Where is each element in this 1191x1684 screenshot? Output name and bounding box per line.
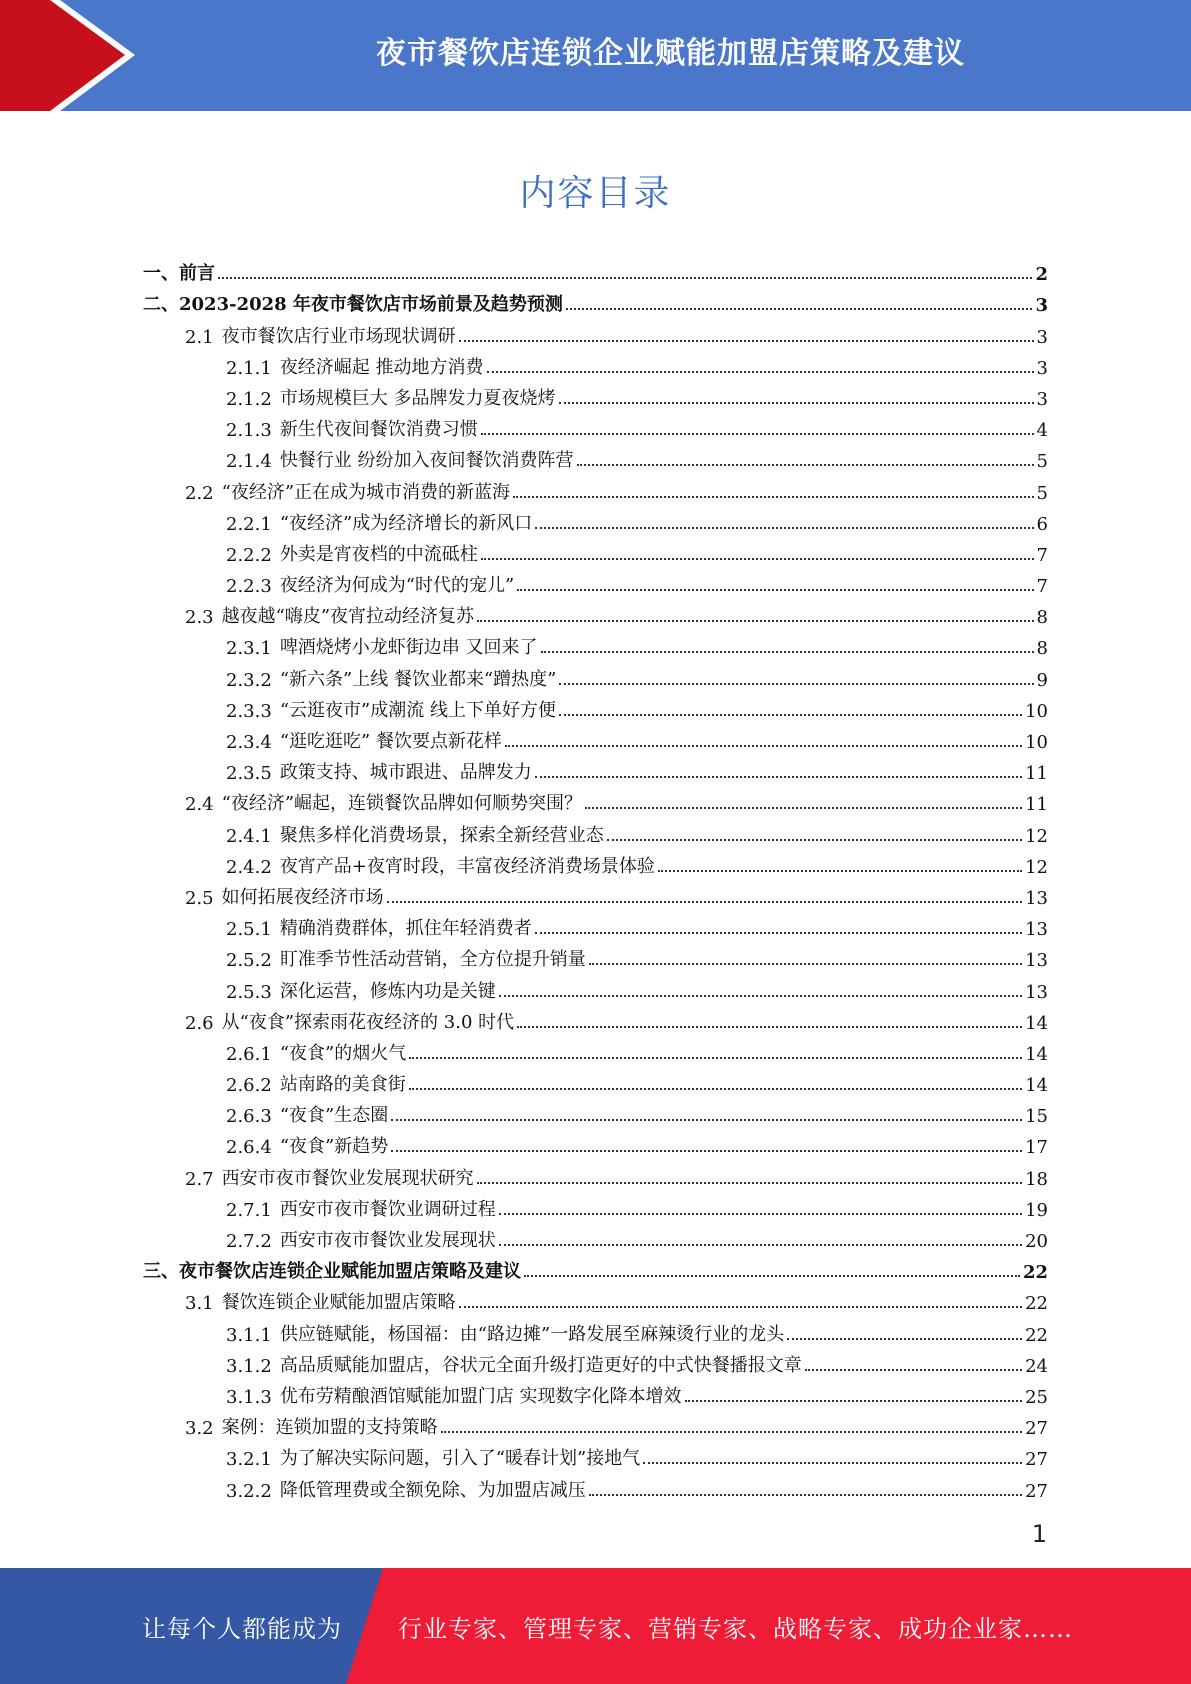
toc-entry[interactable] (143, 1346, 1048, 1377)
toc-entry[interactable] (143, 348, 1048, 379)
toc-entry-number: 2.7 (185, 1168, 214, 1190)
toc-entry[interactable] (143, 1065, 1048, 1096)
toc-entry[interactable] (143, 784, 1048, 815)
toc-entry-page: 14 (1025, 1075, 1048, 1097)
toc-dot-leader (559, 714, 1022, 716)
toc-entry-title: “夜食”生态圈 (279, 1105, 389, 1127)
toc-entry[interactable] (143, 535, 1048, 566)
toc-entry-number: 2.4.2 (226, 856, 272, 878)
toc-entry-number: 2.1.4 (226, 451, 272, 473)
toc-entry-number: 二、 (143, 294, 179, 316)
toc-entry-number: 2.1.2 (226, 388, 272, 410)
toc-dot-leader (589, 1494, 1022, 1496)
toc-entry-number: 2.6.4 (226, 1137, 272, 1159)
toc-entry[interactable] (143, 1252, 1048, 1283)
toc-entry-page: 22 (1025, 1324, 1048, 1346)
toc-entry-page: 2 (1035, 264, 1048, 286)
toc-entry-number: 2.6.3 (226, 1106, 272, 1128)
toc-entry-page: 3 (1036, 357, 1048, 379)
toc-entry-number: 2.3.4 (226, 732, 272, 753)
toc-entry[interactable] (143, 379, 1048, 410)
toc-dot-leader (559, 683, 1033, 685)
toc-entry-number: 2.7.1 (226, 1199, 272, 1221)
toc-entry-page: 5 (1036, 482, 1048, 504)
toc-entry-number: 2.3.2 (226, 669, 272, 691)
toc-entry-page: 8 (1036, 607, 1048, 629)
toc-entry-title: 优布劳精酿酒馆赋能加盟门店 实现数字化降本增效 (279, 1385, 682, 1407)
footer-slogan-right: 行业专家、管理专家、营销专家、战略专家、成功企业家…… (398, 1614, 1073, 1643)
toc-entry-page: 19 (1025, 1199, 1048, 1221)
toc-entry[interactable] (143, 722, 1048, 753)
toc-entry-title: 西安市夜市餐饮业发展现状 (279, 1230, 496, 1251)
toc-entry-number: 2.7.2 (226, 1231, 272, 1252)
toc-entry[interactable] (143, 909, 1048, 940)
toc-entry-title: 2023-2028 年夜市餐饮店市场前景及趋势预测 (179, 294, 563, 316)
toc-entry-page: 22 (1022, 1262, 1048, 1284)
toc-entry-page: 24 (1025, 1355, 1048, 1377)
toc-entry[interactable] (143, 1190, 1048, 1221)
toc-dot-leader (441, 1431, 1022, 1433)
toc-entry-title: 西安市夜市餐饮业调研过程 (279, 1198, 496, 1220)
toc-entry[interactable] (143, 316, 1048, 347)
toc-entry-number: 3.1.1 (226, 1324, 272, 1346)
toc-entry-page: 12 (1025, 825, 1048, 847)
toc-entry-page: 17 (1025, 1137, 1048, 1159)
toc-entry-title: 夜经济为何成为“时代的宠儿” (279, 575, 515, 597)
toc-entry-number: 2.6.1 (226, 1043, 272, 1065)
toc-entry[interactable] (143, 878, 1048, 909)
toc-dot-leader (585, 807, 1022, 809)
toc-entry[interactable] (143, 1314, 1048, 1345)
toc-entry-title: 啤酒烧烤小龙虾街边串 又回来了 (279, 637, 538, 659)
toc-entry-page: 25 (1025, 1386, 1048, 1408)
toc-entry-number: 2.4 (185, 794, 214, 816)
toc-entry-title: 精确消费群体，抓住年轻消费者 (279, 918, 532, 940)
toc-entry-title: 夜经济崛起 推动地方消费 (279, 356, 484, 378)
toc-entry-number: 3.2.2 (226, 1480, 272, 1502)
toc-entry-page: 3 (1035, 295, 1048, 317)
toc-entry[interactable] (143, 285, 1048, 316)
toc-entry[interactable] (143, 597, 1048, 628)
toc-entry-title: 如何拓展夜经济市场 (221, 886, 384, 908)
toc-entry-title: “夜经济”正在成为城市消费的新蓝海 (221, 481, 511, 503)
toc-entry-page: 12 (1025, 856, 1048, 878)
page-footer (0, 1568, 1191, 1684)
toc-entry-number: 2.6.2 (226, 1075, 272, 1097)
header-title: 夜市餐饮店连锁企业赋能加盟店策略及建议 (376, 36, 965, 71)
toc-dot-leader (391, 1150, 1022, 1152)
toc-dot-leader (481, 558, 1034, 560)
toc-entry-page: 11 (1025, 763, 1048, 785)
toc-entry-page: 8 (1036, 638, 1048, 660)
toc-entry[interactable] (143, 940, 1048, 971)
toc-entry-number: 3.2 (185, 1418, 214, 1440)
toc-dot-leader (499, 1213, 1022, 1215)
toc-entry-page: 15 (1025, 1106, 1048, 1128)
toc-entry-title: 供应链赋能，杨国福：由“路边摊”一路发展至麻辣烫行业的龙头 (279, 1323, 785, 1345)
toc-entry-title: 降低管理费或全额免除、为加盟店减压 (279, 1479, 586, 1501)
toc-dot-leader (459, 1306, 1022, 1308)
toc-entry-number: 2.4.1 (226, 825, 272, 847)
toc-entry[interactable] (143, 815, 1048, 846)
toc-dot-leader (535, 932, 1022, 934)
toc-entry[interactable] (143, 847, 1048, 878)
toc-entry-title: 站南路的美食街 (279, 1074, 406, 1096)
toc-dot-leader (481, 433, 1034, 435)
footer-slogan-left: 让每个人都能成为 (142, 1614, 342, 1643)
toc-entry-number: 2.2.3 (226, 576, 272, 598)
toc-entry[interactable] (143, 1096, 1048, 1127)
toc-entry[interactable] (143, 659, 1048, 690)
toc-entry-title: 前言 (179, 263, 215, 285)
toc-dot-leader (535, 776, 1022, 778)
toc-entry-title: “夜经济”成为经济增长的新风口 (279, 512, 533, 534)
toc-dot-leader (658, 870, 1022, 872)
toc-entry[interactable] (143, 1470, 1048, 1501)
toc-entry-title: 从“夜食”探索雨花夜经济的 3.0 时代 (221, 1011, 515, 1033)
toc-dot-leader (499, 995, 1022, 997)
toc-entry[interactable] (143, 1439, 1048, 1470)
toc-entry-number: 2.5.3 (226, 981, 272, 1003)
toc-entry-title: 盯准季节性活动营销，全方位提升销量 (279, 949, 586, 971)
toc-entry-title: “逛吃逛吃” 餐饮要点新花样 (279, 731, 502, 752)
toc-entry-number: 3.1 (185, 1293, 214, 1315)
toc-entry-page: 13 (1025, 950, 1048, 972)
toc-dot-leader (459, 340, 1034, 342)
toc-entry-number: 2.3.3 (226, 700, 272, 722)
toc-entry[interactable] (143, 441, 1048, 472)
toc-entry-page: 6 (1036, 513, 1048, 535)
toc-entry-title: 夜市餐饮店行业市场现状调研 (221, 325, 456, 347)
toc-entry-page: 13 (1025, 981, 1048, 1003)
toc-entry-title: 案例：连锁加盟的支持策略 (221, 1417, 438, 1439)
toc-dot-leader (517, 589, 1033, 591)
toc-dot-leader (541, 651, 1034, 653)
toc-entry[interactable] (143, 691, 1048, 722)
toc-entry-page: 9 (1036, 669, 1048, 691)
toc-entry[interactable] (143, 971, 1048, 1002)
toc-entry[interactable] (143, 1003, 1048, 1034)
toc-dot-leader (643, 1462, 1022, 1464)
toc-entry-number: 3.1.2 (226, 1355, 272, 1377)
toc-dot-leader (387, 901, 1022, 903)
toc-entry-title: 越夜越“嗨皮”夜宵拉动经济复苏 (221, 606, 475, 628)
toc-entry-page: 27 (1025, 1418, 1048, 1440)
toc-title: 内容目录 (519, 173, 672, 214)
toc-entry-title: 西安市夜市餐饮业发展现状研究 (221, 1167, 474, 1189)
toc-entry-number: 3.1.3 (226, 1386, 272, 1408)
toc-entry-title: “云逛夜市”成潮流 线上下单好方便 (279, 699, 556, 721)
toc-entry-title: 深化运营，修炼内功是关键 (279, 980, 496, 1002)
toc-entry[interactable] (143, 566, 1048, 597)
toc-entry-title: 新生代夜间餐饮消费习惯 (279, 419, 478, 441)
toc-dot-leader (577, 464, 1034, 466)
toc-dot-leader (787, 1338, 1022, 1340)
toc-entry-page: 4 (1036, 420, 1048, 442)
toc-dot-leader (535, 527, 1033, 529)
toc-entry[interactable] (143, 410, 1048, 441)
toc-entry-page: 11 (1025, 794, 1048, 816)
toc-entry-title: 市场规模巨大 多品牌发力夏夜烧烤 (279, 387, 556, 409)
toc-entry-number: 2.2.1 (226, 513, 272, 535)
toc-dot-leader (566, 308, 1033, 310)
toc-entry-page: 20 (1025, 1231, 1048, 1252)
toc-entry[interactable] (143, 628, 1048, 659)
toc-entry-title: 聚焦多样化消费场景，探索全新经营业态 (279, 824, 604, 846)
toc-entry-title: 快餐行业 纷纷加入夜间餐饮消费阵营 (279, 450, 574, 472)
toc-entry-number: 2.3.5 (226, 763, 272, 785)
toc-dot-leader (409, 1057, 1022, 1059)
toc-entry-number: 3.2.1 (226, 1449, 272, 1471)
toc-entry[interactable] (143, 1221, 1048, 1252)
toc-dot-leader (391, 1119, 1022, 1121)
toc-entry-page: 18 (1025, 1168, 1048, 1190)
toc-dot-leader (513, 496, 1034, 498)
toc-dot-leader (589, 963, 1022, 965)
toc-dot-leader (685, 1400, 1023, 1402)
toc-entry[interactable] (143, 753, 1048, 784)
toc-entry-page: 13 (1025, 919, 1048, 941)
toc-entry-title: “夜经济”崛起，连锁餐饮品牌如何顺势突围？ (221, 793, 583, 815)
toc-entry-title: “夜食”的烟火气 (279, 1042, 407, 1064)
toc-dot-leader (607, 839, 1022, 841)
toc-entry-title: 夜市餐饮店连锁企业赋能加盟店策略及建议 (179, 1261, 521, 1283)
toc-entry-title: 餐饮连锁企业赋能加盟店策略 (221, 1292, 456, 1314)
toc-dot-leader (505, 745, 1022, 747)
toc-entry-number: 一、 (143, 263, 179, 285)
toc-entry-number: 2.5.1 (226, 919, 272, 941)
toc-entry-page: 10 (1025, 700, 1048, 722)
toc-entry[interactable] (143, 1158, 1048, 1189)
toc-dot-leader (218, 277, 1032, 279)
toc-entry-number: 2.3 (185, 607, 214, 629)
toc-entry-page: 14 (1025, 1012, 1048, 1034)
toc-entry-number: 2.2.2 (226, 544, 272, 566)
toc-entry-page: 14 (1025, 1043, 1048, 1065)
toc-entry[interactable] (143, 504, 1048, 535)
toc-entry-number: 2.1.1 (226, 357, 272, 379)
toc-entry-title: “新六条”上线 餐饮业都来“蹭热度” (279, 668, 557, 690)
toc-entry-title: 外卖是宵夜档的中流砥柱 (279, 543, 478, 565)
toc-entry-page: 7 (1036, 576, 1048, 598)
toc-entry[interactable] (143, 1127, 1048, 1158)
toc-entry-number: 2.3.1 (226, 638, 272, 660)
toc-dot-leader (477, 620, 1034, 622)
toc-dot-leader (559, 402, 1034, 404)
toc-entry-number: 三、 (143, 1261, 179, 1283)
toc-entry-page: 3 (1036, 326, 1048, 348)
toc-entry-number: 2.1.3 (226, 420, 272, 442)
toc-entry-page: 27 (1025, 1480, 1048, 1502)
toc-dot-leader (409, 1088, 1022, 1090)
toc-entry-page: 10 (1025, 732, 1048, 753)
toc-entry[interactable] (143, 1034, 1048, 1065)
toc-entry-page: 7 (1036, 544, 1048, 566)
toc-entry-page: 27 (1025, 1449, 1048, 1471)
toc-entry-page: 22 (1025, 1293, 1048, 1315)
toc-dot-leader (805, 1369, 1022, 1371)
toc-entry[interactable] (143, 1283, 1048, 1314)
toc-entry[interactable] (143, 254, 1048, 285)
toc-entry-number: 2.1 (185, 326, 214, 348)
page-header (0, 0, 1191, 111)
page-number: 1 (1031, 1520, 1047, 1548)
toc-dot-leader (499, 1244, 1022, 1246)
toc-entry-page: 5 (1036, 451, 1048, 473)
toc-entry-title: 夜宵产品+夜宵时段，丰富夜经济消费场景体验 (279, 855, 655, 877)
toc-entry-number: 2.6 (185, 1012, 214, 1034)
toc-entry-title: 政策支持、城市跟进、品牌发力 (279, 762, 532, 784)
toc-entry-number: 2.5 (185, 887, 214, 909)
toc-entry-page: 13 (1025, 887, 1048, 909)
toc-entry-number: 2.2 (185, 482, 214, 504)
toc-dot-leader (524, 1275, 1020, 1277)
toc-dot-leader (477, 1182, 1022, 1184)
table-of-contents (143, 254, 1048, 1502)
toc-entry[interactable] (143, 1377, 1048, 1408)
toc-entry-title: “夜食”新趋势 (279, 1136, 389, 1158)
toc-entry[interactable] (143, 1408, 1048, 1439)
toc-entry-page: 3 (1036, 388, 1048, 410)
toc-dot-leader (487, 371, 1034, 373)
toc-entry-title: 高品质赋能加盟店，谷状元全面升级打造更好的中式快餐播报文章 (279, 1354, 802, 1376)
toc-dot-leader (517, 1026, 1022, 1028)
toc-entry-title: 为了解决实际问题，引入了“暖春计划”接地气 (279, 1448, 641, 1470)
toc-entry[interactable] (143, 472, 1048, 503)
toc-entry-number: 2.5.2 (226, 950, 272, 972)
